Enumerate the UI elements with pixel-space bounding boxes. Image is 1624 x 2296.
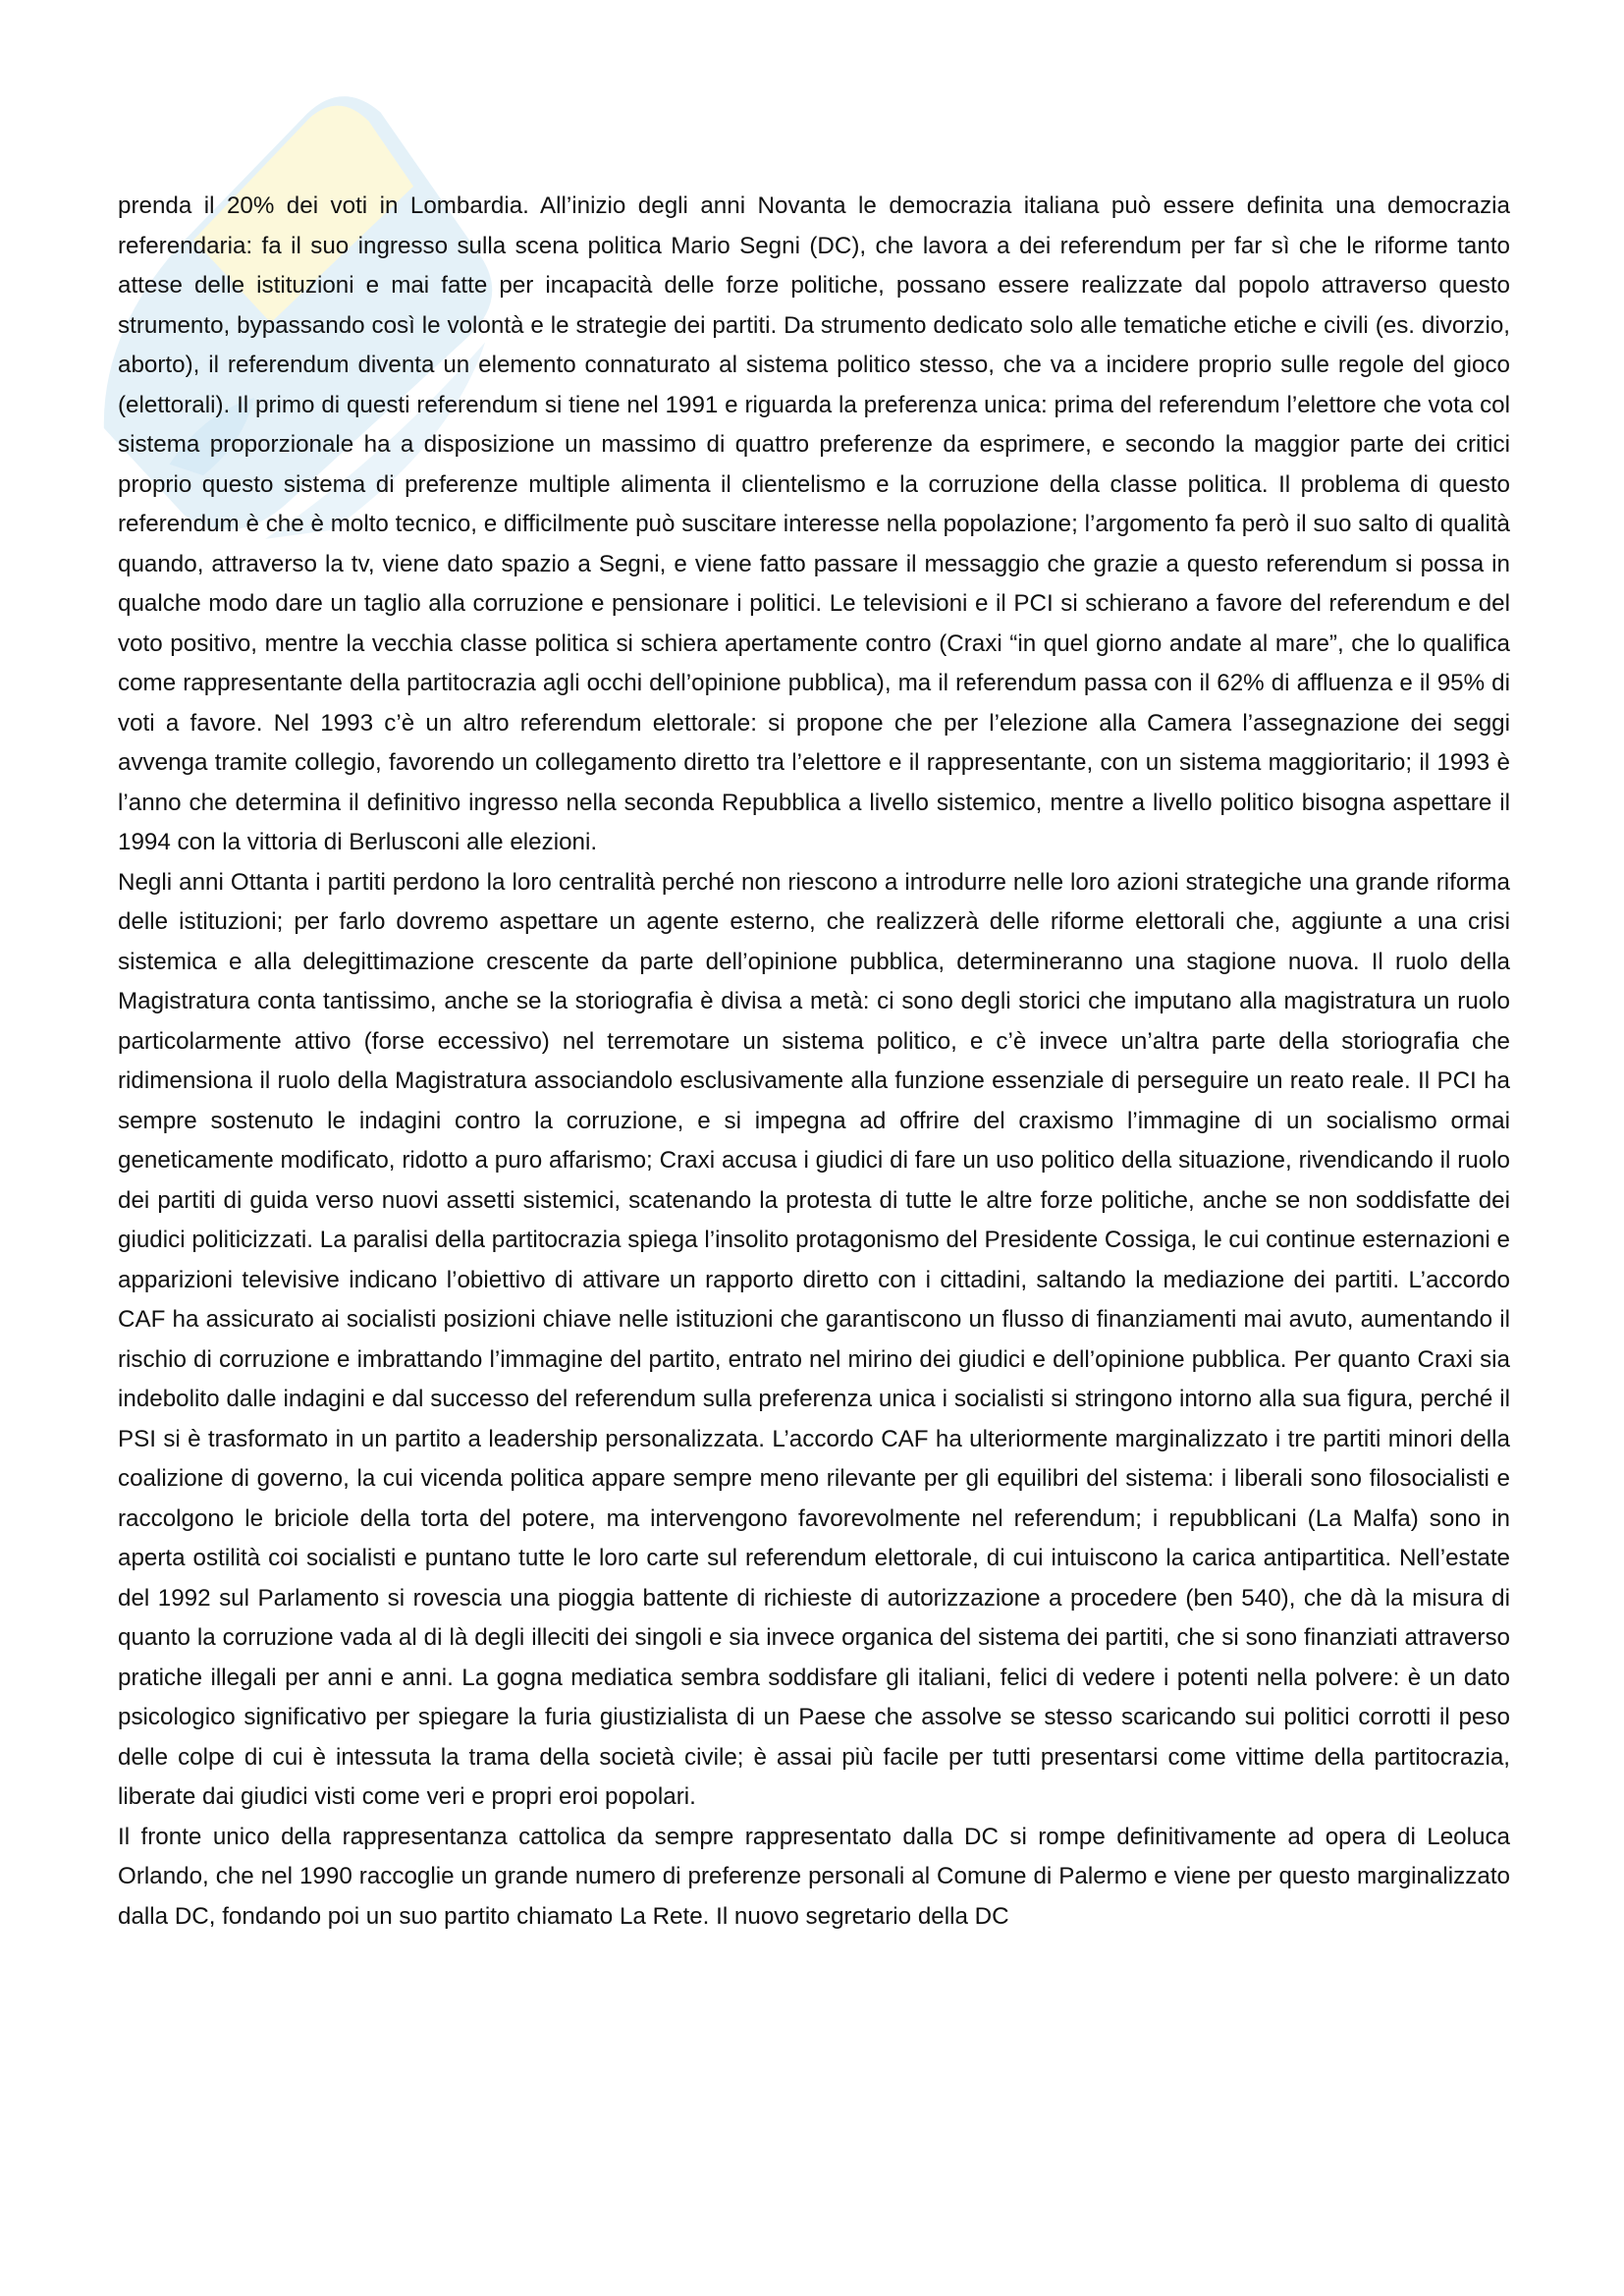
paragraph: prenda il 20% dei voti in Lombardia. All’inizio degli anni Novanta le democrazia italiana può essere definita una democrazia referendaria: fa il suo ingresso sulla scena politica Mario Segni (DC), che lavora a dei referendum per far sì che le riforme tanto attese delle istituzioni e mai fatte per incapacità delle forze politiche, possano essere realizzate dal popolo attraverso questo strumento, bypassando così le volontà e le strategie dei partiti. Da strumento dedicato solo alle tematiche etiche e civili (es. divorzio, aborto), il referendum diventa un elemento connaturato al sistema politico stesso, che va a incidere proprio sulle regole del gioco (elettorali). Il primo di questi referendum si tiene nel 1991 e riguarda la preferenza unica: prima del referendum l’elettore che vota col sistema proporzionale ha a disposizione un massimo di quattro preferenze da esprimere, e secondo la maggior parte dei critici proprio questo sistema di preferenze multiple alimenta il clientelismo e la corruzione della classe politica. Il problema di questo referendum è che è molto tecnico, e difficilmente può suscitare interesse nella popolazione; l’argomento fa però il suo salto di qualità quando, attraverso la tv, viene dato spazio a Segni, e viene fatto passare il messaggio che grazie a questo referendum si possa in qualche modo dare un taglio alla corruzione e pensionare i politici. Le televisioni e il PCI si schierano a favore del referendum e del voto positivo, mentre la vecchia classe politica si schiera apertamente contro (Craxi “in quel giorno andate al mare”, che lo qualifica come rappresentante della partitocrazia agli occhi dell’opinione pubblica), ma il referendum passa con il 62% di affluenza e il 95% di voti a favore. Nel 1993 c’è un altro referendum elettorale: si propone che per l’elezione alla Camera l’assegnazione dei seggi avvenga tramite collegio, favorendo un collegamento diretto tra l’elettore e il rappresentante, con un sistema maggioritario; il 1993 è l’anno che determina il definitivo ingresso nella seconda Repubblica a livello sistemico, mentre a livello politico bisogna aspettare il 1994 con la vittoria di Berlusconi alle elezioni.	[118, 192, 1510, 855]
paragraph: Negli anni Ottanta i partiti perdono la loro centralità perché non riescono a introdurre nelle loro azioni strategiche una grande riforma delle istituzioni; per farlo dovremo aspettare un agente esterno, che realizzerà delle riforme elettorali che, aggiunte a una crisi sistemica e alla delegittimazione crescente da parte dell’opinione pubblica, determineranno una stagione nuova. Il ruolo della Magistratura conta tantissimo, anche se la storiografia è divisa a metà: ci sono degli storici che imputano alla magistratura un ruolo particolarmente attivo (forse eccessivo) nel terremotare un sistema politico, e c’è invece un’altra parte della storiografia che ridimensiona il ruolo della Magistratura associandolo esclusivamente alla funzione essenziale di perseguire un reato reale. Il PCI ha sempre sostenuto le indagini contro la corruzione, e si impegna ad offrire del craxismo l’immagine di un socialismo ormai geneticamente modificato, ridotto a puro affarismo; Craxi accusa i giudici di fare un uso politico della situazione, rivendicando il ruolo dei partiti di guida verso nuovi assetti sistemici, scatenando la protesta di tutte le altre forze politiche, anche se non soddisfatte dei giudici politicizzati. La paralisi della partitocrazia spiega l’insolito protagonismo del Presidente Cossiga, le cui continue esternazioni e apparizioni televisive indicano l’obiettivo di attivare un rapporto diretto con i cittadini, saltando la mediazione dei partiti. L’accordo CAF ha assicurato ai socialisti posizioni chiave nelle istituzioni che garantiscono un flusso di finanziamenti mai avuto, aumentando il rischio di corruzione e imbrattando l’immagine del partito, entrato nel mirino dei giudici e dell’opinione pubblica. Per quanto Craxi sia indebolito dalle indagini e dal successo del referendum sulla preferenza unica i socialisti si stringono intorno alla sua figura, perché il PSI si è trasformato in un partito a leadership personalizzata. L’accordo CAF ha ulteriormente marginalizzato i tre partiti minori della coalizione di governo, la cui vicenda politica appare sempre meno rilevante per gli equilibri del sistema: i liberali sono filosocialisti e raccolgono le briciole della torta del potere, ma intervengono favorevolmente nel referendum; i repubblicani (La Malfa) sono in aperta ostilità coi socialisti e puntano tutte le loro carte sul referendum elettorale, di cui intuiscono la carica antipartitica. Nell’estate del 1992 sul Parlamento si rovescia una pioggia battente di richieste di autorizzazione a procedere (ben 540), che dà la misura di quanto la corruzione vada al di là degli illeciti dei singoli e sia invece organica del sistema dei partiti, che si sono finanziati attraverso pratiche illegali per anni e anni. La gogna mediatica sembra soddisfare gli italiani, felici di vedere i potenti nella polvere: è un dato psicologico significativo per spiegare la furia giustizialista di un Paese che assolve se stesso scaricando sui politici corrotti il peso delle colpe di cui è intessuta la trama della società civile; è assai più facile per tutti presentarsi come vittime della partitocrazia, liberate dai giudici visti come veri e propri eroi popolari.	[118, 868, 1510, 1810]
paragraph: Il fronte unico della rappresentanza cattolica da sempre rappresentato dalla DC si rompe definitivamente ad opera di Leoluca Orlando, che nel 1990 raccoglie un grande numero di preferenze personali al Comune di Palermo e viene per questo marginalizzato dalla DC, fondando poi un suo partito chiamato La Rete. Il nuovo segretario della DC	[118, 1823, 1510, 1930]
body-text	[118, 187, 1510, 1937]
